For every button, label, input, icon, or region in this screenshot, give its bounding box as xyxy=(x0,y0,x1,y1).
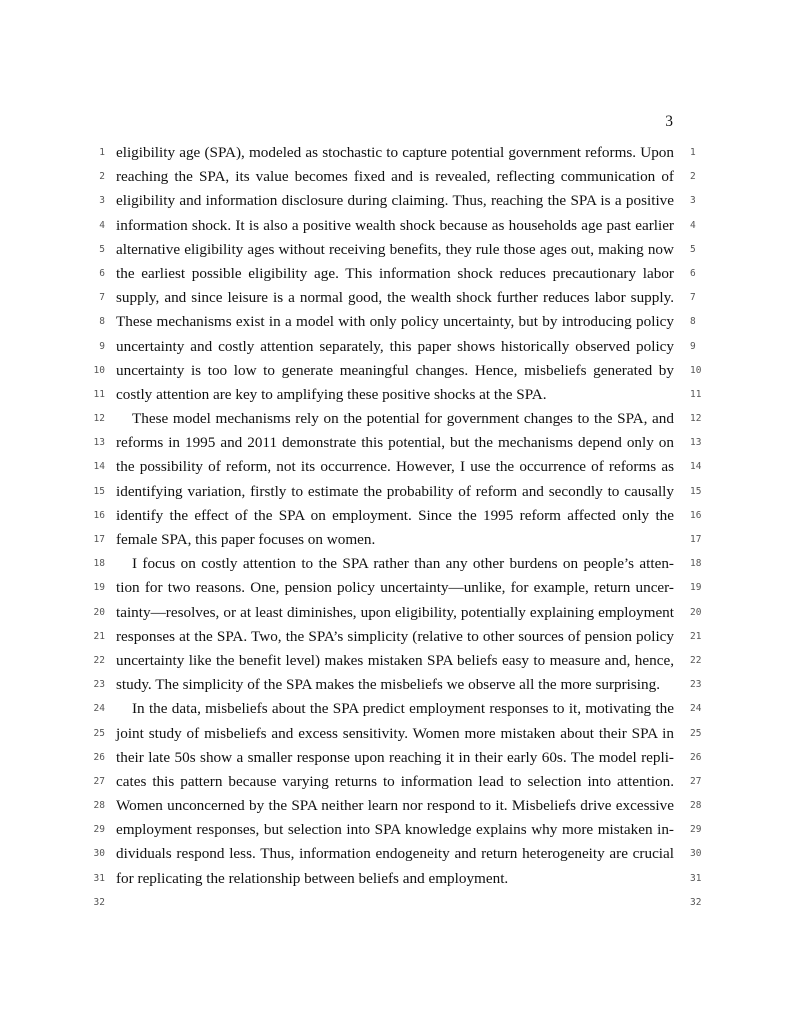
text-line xyxy=(0,336,791,360)
line-number-left: 9 xyxy=(99,340,105,352)
text-line xyxy=(0,263,791,287)
line-text: tion for two reasons. One, pension policy uncertainty—unlike, for example, return uncer- xyxy=(116,579,674,597)
line-number-left: 32 xyxy=(93,896,105,908)
text-line xyxy=(0,795,791,819)
line-number-right: 15 xyxy=(690,485,702,497)
line-number-left: 18 xyxy=(93,558,105,570)
line-text: uncertainty is too low to generate meaningful changes. Hence, misbeliefs generated by xyxy=(116,361,674,379)
line-text: reaching the SPA, its value becomes fixed and is revealed, reflecting communication of xyxy=(116,168,674,186)
text-line xyxy=(0,843,791,867)
line-number-right: 20 xyxy=(690,606,702,618)
text-line xyxy=(0,723,791,747)
text-line xyxy=(0,529,791,553)
line-number-left: 13 xyxy=(93,437,105,449)
line-number-left: 2 xyxy=(99,171,105,183)
line-number-right: 1 xyxy=(690,147,696,158)
text-line xyxy=(0,626,791,650)
line-text: identify the effect of the SPA on employment. Since the 1995 reform affected only the xyxy=(116,506,674,524)
line-number-right: 5 xyxy=(690,243,696,255)
line-text: These mechanisms exist in a model with only policy uncertainty, but by introducing policy xyxy=(116,313,674,331)
line-number-left: 22 xyxy=(93,654,105,666)
line-number-left: 21 xyxy=(93,630,105,642)
line-number-left: 30 xyxy=(93,848,105,860)
text-line xyxy=(0,819,791,843)
line-number-left: 20 xyxy=(93,606,105,618)
line-text: uncertainty and costly attention separately, this paper shows historically observed policy xyxy=(116,337,674,355)
line-number-right: 4 xyxy=(690,219,696,231)
line-text: their late 50s show a smaller response upon reaching it in their early 60s. The model repli- xyxy=(116,748,674,766)
line-text: eligibility age (SPA), modeled as stochastic to capture potential government reforms. Upon xyxy=(116,144,674,161)
text-line xyxy=(0,553,791,577)
text-line xyxy=(0,674,791,698)
line-text: for replicating the relationship between beliefs and employment. xyxy=(116,869,509,887)
line-number-left: 7 xyxy=(99,292,105,304)
line-number-left: 28 xyxy=(93,800,105,812)
line-text: supply, and since leisure is a normal good, the wealth shock further reduces labor supply. xyxy=(116,289,674,307)
line-number-right: 24 xyxy=(690,703,702,715)
line-number-right: 22 xyxy=(690,654,702,666)
line-number-left: 14 xyxy=(93,461,105,473)
line-text: costly attention are key to amplifying these positive shocks at the SPA. xyxy=(116,385,547,403)
text-line xyxy=(0,698,791,722)
text-line xyxy=(0,481,791,505)
line-text: cates this pattern because varying returns to information lead to selection into attention. xyxy=(116,772,674,790)
line-number-right: 32 xyxy=(690,896,702,908)
line-number-left: 19 xyxy=(93,582,105,594)
line-number-left: 27 xyxy=(93,775,105,787)
text-line xyxy=(0,360,791,384)
line-number-left: 16 xyxy=(93,509,105,521)
line-number-right: 11 xyxy=(690,388,702,400)
line-text: reforms in 1995 and 2011 demonstrate this potential, but the mechanisms depend only on xyxy=(116,434,674,452)
line-text: These model mechanisms rely on the potential for government changes to the SPA, and xyxy=(132,410,674,428)
line-number-right: 21 xyxy=(690,630,702,642)
line-number-left: 24 xyxy=(93,703,105,715)
line-text: joint study of misbeliefs and excess sensitivity. Women more mistaken about their SPA in xyxy=(116,724,674,742)
line-number-left: 3 xyxy=(99,195,105,207)
line-number-left: 5 xyxy=(99,243,105,255)
text-line xyxy=(0,456,791,480)
line-number-right: 2 xyxy=(690,171,696,183)
line-number-right: 18 xyxy=(690,558,702,570)
line-number-right: 3 xyxy=(690,195,696,207)
line-number-right: 19 xyxy=(690,582,702,594)
text-line xyxy=(0,505,791,529)
line-number-left: 26 xyxy=(93,751,105,763)
text-line xyxy=(0,142,791,166)
line-number-right: 23 xyxy=(690,679,702,691)
text-line xyxy=(0,408,791,432)
line-text: In the data, misbeliefs about the SPA predict employment responses to it, motivating the xyxy=(132,700,674,718)
text-line xyxy=(0,215,791,239)
line-text: study. The simplicity of the SPA makes the misbeliefs we observe all the more surprising. xyxy=(116,676,661,694)
line-number-right: 27 xyxy=(690,775,702,787)
line-text: female SPA, this paper focuses on women. xyxy=(116,531,376,548)
line-text: eligibility and information disclosure during claiming. Thus, reaching the SPA is a positive xyxy=(116,192,674,210)
text-line xyxy=(0,239,791,263)
line-number-left: 31 xyxy=(93,872,105,884)
text-line xyxy=(0,577,791,601)
line-text: uncertainty like the benefit level) makes mistaken SPA beliefs easy to measure and, hence, xyxy=(116,651,674,669)
line-number-left: 29 xyxy=(93,824,105,836)
body-text xyxy=(0,142,791,916)
line-number-right: 10 xyxy=(690,364,702,376)
line-number-left: 1 xyxy=(99,147,105,158)
line-number-left: 4 xyxy=(99,219,105,231)
line-text: the earliest possible eligibility age. This information shock reduces precautionary labor xyxy=(116,264,674,282)
text-line xyxy=(0,602,791,626)
text-line xyxy=(0,311,791,335)
text-line xyxy=(0,747,791,771)
line-text: identifying variation, firstly to estimate the probability of reform and secondly to causally xyxy=(116,482,674,500)
line-number-right: 26 xyxy=(690,751,702,763)
line-number-right: 30 xyxy=(690,848,702,860)
line-number-right: 14 xyxy=(690,461,702,473)
text-line xyxy=(0,287,791,311)
line-number-right: 16 xyxy=(690,509,702,521)
line-number-left: 10 xyxy=(93,364,105,376)
line-number-right: 13 xyxy=(690,437,702,449)
line-text: dividuals respond less. Thus, information endogeneity and return heterogeneity are crucial xyxy=(116,845,674,863)
text-line xyxy=(0,384,791,408)
text-line xyxy=(0,892,791,916)
line-number-left: 25 xyxy=(93,727,105,739)
text-line xyxy=(0,432,791,456)
line-number-right: 28 xyxy=(690,800,702,812)
line-text: employment responses, but selection into SPA knowledge explains why more mistaken in- xyxy=(116,821,674,839)
line-number-right: 7 xyxy=(690,292,696,304)
line-number-left: 12 xyxy=(93,413,105,425)
line-text: Women unconcerned by the SPA neither learn nor respond to it. Misbeliefs drive excessive xyxy=(116,797,674,815)
line-number-right: 29 xyxy=(690,824,702,836)
line-number-right: 25 xyxy=(690,727,702,739)
line-number-left: 6 xyxy=(99,267,105,279)
line-number-left: 23 xyxy=(93,679,105,691)
line-text: the possibility of reform, not its occurrence. However, I use the occurrence of reforms as xyxy=(116,458,674,476)
text-line xyxy=(0,771,791,795)
line-number-right: 9 xyxy=(690,340,696,352)
line-number-left: 8 xyxy=(99,316,105,328)
line-text: tainty—resolves, or at least diminishes, upon eligibility, potentially explaining employment xyxy=(116,603,674,621)
line-number-right: 8 xyxy=(690,316,696,328)
line-number-right: 6 xyxy=(690,267,696,279)
text-line xyxy=(0,868,791,892)
line-text: responses at the SPA. Two, the SPA’s simplicity (relative to other sources of pension policy xyxy=(116,627,674,645)
line-text: information shock. It is also a positive wealth shock because as households age past earlier xyxy=(116,216,674,234)
text-line xyxy=(0,190,791,214)
page-number: 3 xyxy=(665,113,673,130)
line-number-left: 15 xyxy=(93,485,105,497)
text-line xyxy=(0,650,791,674)
text-line xyxy=(0,166,791,190)
line-number-right: 12 xyxy=(690,413,702,425)
line-text: I focus on costly attention to the SPA rather than any other burdens on people’s atten- xyxy=(132,555,674,573)
line-number-right: 31 xyxy=(690,872,702,884)
line-number-left: 17 xyxy=(93,534,105,545)
line-number-left: 11 xyxy=(93,388,105,400)
line-text: alternative eligibility ages without receiving benefits, they rule those ages out, making now xyxy=(116,240,674,258)
line-number-right: 17 xyxy=(690,534,702,545)
